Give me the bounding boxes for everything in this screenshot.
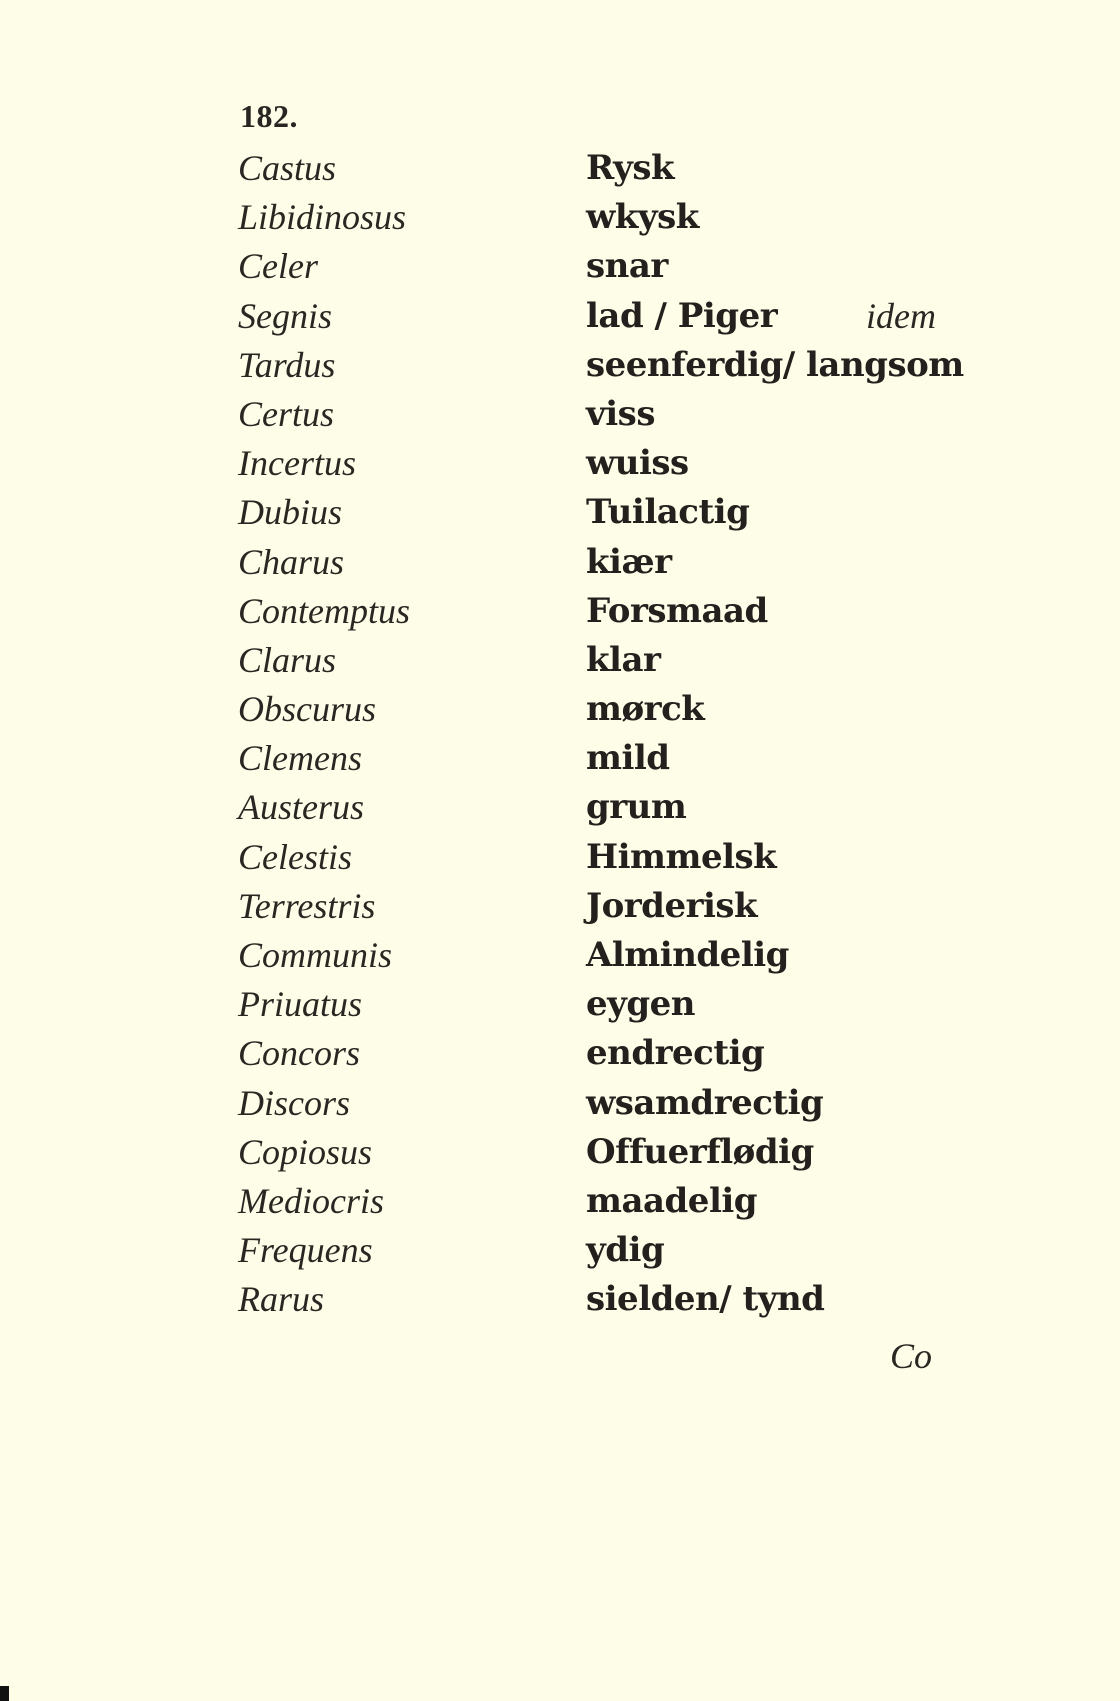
danish-translation: ydig xyxy=(586,1230,665,1271)
glossary-entry xyxy=(238,837,968,886)
latin-term: Discors xyxy=(238,1082,351,1123)
danish-translation: Jorderisk xyxy=(586,885,758,926)
latin-term: Libidinosus xyxy=(238,197,407,238)
glossary-entry xyxy=(238,394,968,443)
glossary-entry xyxy=(238,197,968,246)
latin-term: Certus xyxy=(238,393,335,434)
latin-term: Rarus xyxy=(238,1279,325,1320)
danish-translation: lad / Piger xyxy=(586,295,778,336)
latin-term: Priuatus xyxy=(238,984,363,1025)
glossary-entry xyxy=(238,246,968,295)
glossary-entry xyxy=(238,640,968,689)
latin-term: Communis xyxy=(238,935,393,975)
latin-term: Contemptus xyxy=(238,590,411,631)
danish-translation: snar xyxy=(586,246,668,287)
danish-translation: sielden/ tynd xyxy=(586,1279,825,1320)
glossary-entry xyxy=(238,591,968,640)
latin-term: Charus xyxy=(238,541,345,582)
danish-translation: klar xyxy=(586,639,661,680)
latin-note: idem xyxy=(866,295,936,336)
latin-term: Concors xyxy=(238,1033,361,1074)
danish-translation: grum xyxy=(586,787,687,828)
glossary-entry xyxy=(238,1230,968,1279)
scan-edge-mark xyxy=(0,1686,9,1701)
latin-term: Castus xyxy=(238,148,337,188)
latin-term: Tardus xyxy=(238,344,336,385)
glossary-entry xyxy=(238,542,968,591)
glossary-entry xyxy=(238,296,968,345)
latin-term: Celestis xyxy=(238,836,352,877)
latin-term: Austerus xyxy=(238,787,364,828)
glossary-entry xyxy=(238,1132,968,1181)
danish-translation: Rysk xyxy=(586,148,675,188)
glossary-entry xyxy=(238,787,968,836)
glossary-entry xyxy=(238,1083,968,1132)
glossary-entry xyxy=(238,689,968,738)
page-number: 182. xyxy=(240,98,298,134)
danish-translation: kiær xyxy=(586,541,672,582)
danish-translation: Tuilactig xyxy=(586,492,750,533)
glossary-entry xyxy=(238,1279,968,1328)
glossary-list xyxy=(238,148,968,1329)
danish-translation: seenferdig/ langsom xyxy=(586,344,964,385)
latin-term: Incertus xyxy=(238,443,356,484)
danish-translation: maadelig xyxy=(586,1180,758,1221)
danish-translation: wsamdrectig xyxy=(586,1082,824,1123)
glossary-entry xyxy=(238,1181,968,1230)
glossary-entry xyxy=(238,935,968,984)
danish-translation: wkysk xyxy=(586,197,699,238)
glossary-entry xyxy=(238,345,968,394)
latin-term: Terrestris xyxy=(238,885,376,926)
danish-translation: Almindelig xyxy=(586,935,789,975)
danish-translation: wuiss xyxy=(586,443,689,484)
glossary-entry xyxy=(238,443,968,492)
latin-term: Obscurus xyxy=(238,689,377,730)
danish-translation: Forsmaad xyxy=(586,590,768,631)
glossary-entry xyxy=(238,738,968,787)
danish-translation: endrectig xyxy=(586,1033,765,1074)
glossary-entry xyxy=(238,886,968,935)
danish-translation: eygen xyxy=(586,984,696,1025)
glossary-entry xyxy=(238,984,968,1033)
glossary-entry xyxy=(238,1033,968,1082)
latin-term: Frequens xyxy=(238,1230,373,1271)
glossary-entry xyxy=(238,492,968,541)
latin-term: Clemens xyxy=(238,738,362,779)
latin-term: Dubius xyxy=(238,492,343,533)
glossary-entry xyxy=(238,148,968,197)
latin-term: Celer xyxy=(238,246,318,287)
latin-term: Clarus xyxy=(238,639,337,680)
catchword: Co xyxy=(890,1336,933,1376)
danish-translation: mørck xyxy=(586,689,705,730)
latin-term: Copiosus xyxy=(238,1131,373,1172)
danish-translation: viss xyxy=(586,393,655,434)
latin-term: Mediocris xyxy=(238,1180,384,1221)
danish-translation: Himmelsk xyxy=(586,836,777,877)
danish-translation: mild xyxy=(586,738,670,779)
danish-translation: Offuerflødig xyxy=(586,1131,814,1172)
latin-term: Segnis xyxy=(238,295,332,336)
